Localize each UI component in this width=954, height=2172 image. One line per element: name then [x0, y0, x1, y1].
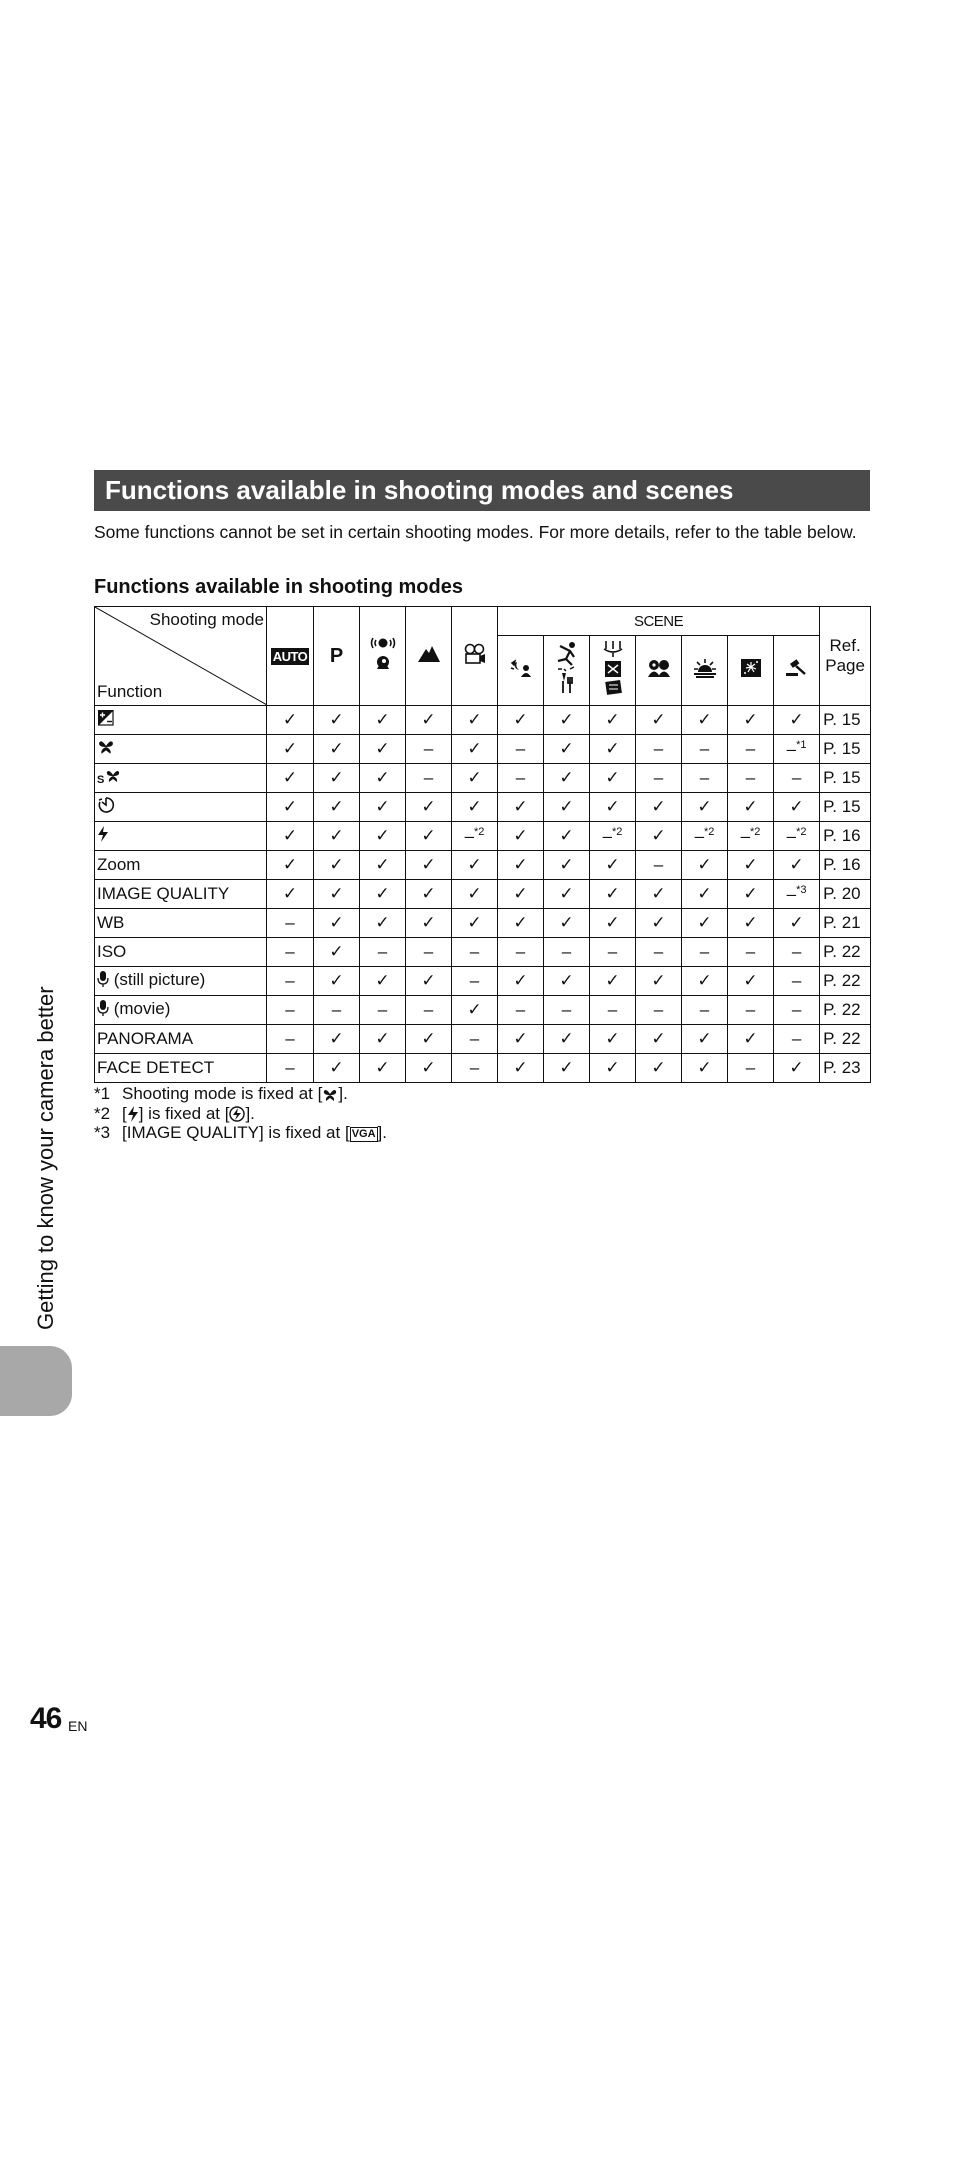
- availability-cell: ✓: [774, 706, 820, 735]
- availability-cell: ✓: [774, 1054, 820, 1083]
- scene-sunset-header: [682, 636, 728, 706]
- mode-movie-header: [452, 607, 498, 706]
- availability-cell: –: [452, 938, 498, 967]
- table-row: [95, 1054, 871, 1083]
- side-tab-label: Getting to know your camera better: [33, 986, 58, 1330]
- availability-cell: ✓: [314, 909, 360, 938]
- availability-cell: –: [544, 938, 590, 967]
- availability-cell: –: [498, 996, 544, 1025]
- availability-cell: –$^{*1}$: [774, 735, 820, 764]
- function-label: PANORAMA: [97, 1029, 194, 1048]
- svg-text:S: S: [97, 773, 105, 784]
- availability-cell: –: [636, 938, 682, 967]
- availability-cell: ✓: [452, 909, 498, 938]
- availability-cell: –: [636, 996, 682, 1025]
- scene-label: SCENE: [633, 612, 684, 630]
- availability-cell: ✓: [360, 793, 406, 822]
- availability-cell: ✓: [498, 706, 544, 735]
- function-label: Function: [97, 682, 163, 701]
- function-label: FACE DETECT: [97, 1058, 215, 1077]
- function-name-cell: [95, 1054, 267, 1083]
- sunset-icon: [692, 657, 718, 679]
- availability-cell: ✓: [682, 1025, 728, 1054]
- availability-cell: ✓: [636, 822, 682, 851]
- availability-cell: ✓: [406, 793, 452, 822]
- page-number: 46: [30, 1702, 62, 1735]
- ref-page-cell: P. 22: [820, 938, 871, 967]
- availability-cell: ✓: [452, 996, 498, 1025]
- ref-page-cell: P. 15: [820, 793, 871, 822]
- availability-cell: ✓: [728, 880, 774, 909]
- availability-cell: ✓: [314, 938, 360, 967]
- function-name-cell: [95, 706, 267, 735]
- functions-table: [94, 606, 871, 1083]
- function-label: IMAGE QUALITY: [97, 884, 230, 903]
- availability-cell: –: [406, 735, 452, 764]
- table-row: [95, 706, 871, 735]
- availability-cell: ✓: [728, 909, 774, 938]
- function-label: Zoom: [97, 855, 141, 874]
- availability-cell: ✓: [728, 706, 774, 735]
- availability-cell: ✓: [452, 851, 498, 880]
- table-row: [95, 822, 871, 851]
- scene-auction-header: [774, 636, 820, 706]
- ref-page-cell: P. 16: [820, 822, 871, 851]
- availability-cell: ✓: [406, 1054, 452, 1083]
- mode-landscape-header: [406, 607, 452, 706]
- availability-cell: –: [360, 996, 406, 1025]
- availability-cell: ✓: [590, 706, 636, 735]
- availability-cell: –: [774, 1025, 820, 1054]
- availability-cell: –: [360, 938, 406, 967]
- table-row: [95, 938, 871, 967]
- availability-cell: ✓: [267, 735, 314, 764]
- availability-cell: –: [682, 764, 728, 793]
- availability-cell: ✓: [267, 706, 314, 735]
- sport-icon: [554, 641, 580, 695]
- availability-cell: ✓: [636, 1025, 682, 1054]
- dis-icon: [368, 635, 398, 673]
- functions-table-body: [95, 706, 871, 1083]
- self-timer-icon: [97, 796, 115, 819]
- ref-page-cell: P. 20: [820, 880, 871, 909]
- microphone-icon: [97, 971, 109, 992]
- landscape-icon: [417, 645, 441, 663]
- availability-cell: ✓: [590, 793, 636, 822]
- availability-cell: –: [267, 909, 314, 938]
- availability-cell: –$^{*2}$: [682, 822, 728, 851]
- availability-cell: –: [682, 996, 728, 1025]
- availability-cell: ✓: [544, 793, 590, 822]
- availability-cell: ✓: [360, 880, 406, 909]
- ref-page-cell: P. 22: [820, 996, 871, 1025]
- intro-paragraph: Some functions cannot be set in certain shooting modes. For more details, refer to the table below.: [94, 522, 857, 542]
- availability-cell: –: [774, 996, 820, 1025]
- availability-cell: –: [774, 967, 820, 996]
- availability-cell: ✓: [590, 909, 636, 938]
- availability-cell: ✓: [682, 851, 728, 880]
- function-name-cell: [95, 793, 267, 822]
- availability-cell: ✓: [590, 1025, 636, 1054]
- mode-auto-header: [267, 607, 314, 706]
- exposure-compensation-icon: [97, 709, 115, 732]
- function-label: WB: [97, 913, 125, 932]
- availability-cell: –: [452, 1054, 498, 1083]
- availability-cell: –$^{*2}$: [774, 822, 820, 851]
- availability-cell: ✓: [682, 880, 728, 909]
- function-name-cell: [95, 996, 267, 1025]
- vga-badge: VGA: [351, 1128, 376, 1140]
- availability-cell: –: [267, 938, 314, 967]
- table-row: [95, 764, 871, 793]
- function-name-cell: [95, 1025, 267, 1054]
- section-title: Functions available in shooting modes and scenes: [105, 475, 734, 505]
- availability-cell: –: [590, 938, 636, 967]
- availability-cell: –: [774, 938, 820, 967]
- ref-page-cell: P. 22: [820, 1025, 871, 1054]
- scene-indoor-header: [590, 636, 636, 706]
- availability-cell: ✓: [636, 880, 682, 909]
- availability-cell: ✓: [360, 909, 406, 938]
- availability-cell: ✓: [360, 706, 406, 735]
- availability-cell: ✓: [267, 793, 314, 822]
- table-row: [95, 996, 871, 1025]
- availability-cell: –: [406, 996, 452, 1025]
- availability-cell: ✓: [728, 967, 774, 996]
- availability-cell: ✓: [406, 1025, 452, 1054]
- microphone-icon: [97, 1000, 109, 1021]
- program-mode-icon: P: [329, 644, 344, 667]
- ref-page-cell: P. 15: [820, 706, 871, 735]
- availability-cell: ✓: [406, 706, 452, 735]
- availability-cell: –: [267, 996, 314, 1025]
- availability-cell: –: [728, 996, 774, 1025]
- flash-off-icon: [229, 1106, 245, 1122]
- ref-page-cell: P. 21: [820, 909, 871, 938]
- availability-cell: –: [590, 996, 636, 1025]
- availability-cell: ✓: [544, 706, 590, 735]
- availability-cell: –: [267, 1025, 314, 1054]
- availability-cell: ✓: [544, 1025, 590, 1054]
- availability-cell: ✓: [590, 764, 636, 793]
- availability-cell: ✓: [360, 764, 406, 793]
- availability-cell: ✓: [498, 793, 544, 822]
- availability-cell: –: [406, 764, 452, 793]
- function-name-cell: [95, 880, 267, 909]
- side-tab: [0, 1346, 72, 1416]
- footnote-3: *3 [IMAGE QUALITY] is fixed at [ VGA ].: [94, 1123, 387, 1142]
- availability-cell: ✓: [590, 1054, 636, 1083]
- function-name-cell: [95, 909, 267, 938]
- availability-cell: ✓: [314, 793, 360, 822]
- ref-page-label: Ref. Page: [825, 636, 865, 675]
- scene-header: [498, 607, 820, 636]
- availability-cell: ✓: [636, 1054, 682, 1083]
- availability-cell: ✓: [360, 1025, 406, 1054]
- availability-cell: –: [636, 851, 682, 880]
- availability-cell: ✓: [498, 909, 544, 938]
- availability-cell: ✓: [267, 822, 314, 851]
- table-row: [95, 1025, 871, 1054]
- availability-cell: ✓: [682, 909, 728, 938]
- table-row: [95, 909, 871, 938]
- availability-cell: ✓: [774, 793, 820, 822]
- availability-cell: ✓: [728, 851, 774, 880]
- availability-cell: –$^{*2}$: [590, 822, 636, 851]
- availability-cell: –: [728, 1054, 774, 1083]
- availability-cell: ✓: [544, 764, 590, 793]
- availability-cell: –$^{*2}$: [452, 822, 498, 851]
- availability-cell: ✓: [544, 909, 590, 938]
- availability-cell: ✓: [360, 1054, 406, 1083]
- flash-icon: [127, 1106, 139, 1122]
- ref-page-cell: P. 15: [820, 764, 871, 793]
- availability-cell: ✓: [682, 706, 728, 735]
- movie-icon: [463, 643, 487, 665]
- availability-cell: –: [682, 735, 728, 764]
- scene-night-portrait-header: [498, 636, 544, 706]
- table-row: [95, 967, 871, 996]
- availability-cell: –: [682, 938, 728, 967]
- ref-page-cell: P. 23: [820, 1054, 871, 1083]
- table-heading: Functions available in shooting modes: [94, 576, 463, 598]
- availability-cell: –: [498, 764, 544, 793]
- availability-cell: ✓: [314, 735, 360, 764]
- availability-cell: –: [498, 735, 544, 764]
- shooting-mode-label: Shooting mode: [149, 610, 264, 629]
- availability-cell: –: [728, 938, 774, 967]
- availability-cell: ✓: [314, 822, 360, 851]
- availability-cell: ✓: [452, 706, 498, 735]
- availability-cell: ✓: [360, 735, 406, 764]
- function-name-cell: [95, 735, 267, 764]
- availability-cell: ✓: [590, 735, 636, 764]
- availability-cell: –: [728, 735, 774, 764]
- table-row: [95, 793, 871, 822]
- availability-cell: ✓: [498, 1025, 544, 1054]
- availability-cell: –: [774, 764, 820, 793]
- availability-cell: ✓: [590, 851, 636, 880]
- availability-cell: –: [636, 735, 682, 764]
- availability-cell: ✓: [406, 909, 452, 938]
- availability-cell: ✓: [774, 851, 820, 880]
- availability-cell: ✓: [590, 967, 636, 996]
- availability-cell: ✓: [590, 880, 636, 909]
- footnote-2: *2 [ ] is fixed at [ ].: [94, 1103, 255, 1123]
- availability-cell: –: [636, 764, 682, 793]
- availability-cell: ✓: [498, 851, 544, 880]
- availability-cell: ✓: [636, 793, 682, 822]
- availability-cell: ✓: [452, 880, 498, 909]
- availability-cell: ✓: [498, 1054, 544, 1083]
- macro-icon: [322, 1088, 338, 1102]
- auction-icon: [785, 659, 809, 677]
- availability-cell: ✓: [636, 909, 682, 938]
- availability-cell: ✓: [406, 967, 452, 996]
- macro-icon: [97, 739, 115, 760]
- page-language: EN: [68, 1718, 88, 1734]
- availability-cell: ✓: [314, 706, 360, 735]
- availability-cell: ✓: [544, 880, 590, 909]
- scene-self-portrait-header: [636, 636, 682, 706]
- availability-cell: ✓: [267, 764, 314, 793]
- fireworks-icon: [739, 657, 763, 679]
- function-label: (movie): [109, 999, 171, 1019]
- function-name-cell: [95, 851, 267, 880]
- availability-cell: ✓: [406, 880, 452, 909]
- availability-cell: ✓: [728, 1025, 774, 1054]
- availability-cell: ✓: [544, 822, 590, 851]
- availability-cell: ✓: [452, 764, 498, 793]
- availability-cell: –$^{*3}$: [774, 880, 820, 909]
- availability-cell: ✓: [682, 1054, 728, 1083]
- function-name-cell: [95, 822, 267, 851]
- self-portrait-icon: [646, 658, 672, 678]
- table-row: [95, 851, 871, 880]
- availability-cell: –: [267, 967, 314, 996]
- availability-cell: –$^{*2}$: [728, 822, 774, 851]
- availability-cell: ✓: [314, 764, 360, 793]
- scene-fireworks-header: [728, 636, 774, 706]
- availability-cell: ✓: [682, 967, 728, 996]
- mode-p-header: [314, 607, 360, 706]
- availability-cell: ✓: [728, 793, 774, 822]
- section-title-banner: [94, 470, 870, 511]
- availability-cell: ✓: [267, 880, 314, 909]
- footnote-1: *1 Shooting mode is fixed at [ ].: [94, 1084, 348, 1103]
- availability-cell: ✓: [360, 851, 406, 880]
- flash-icon: [97, 825, 109, 848]
- availability-cell: ✓: [544, 1054, 590, 1083]
- availability-cell: ✓: [636, 967, 682, 996]
- indoor-icon: [600, 639, 626, 697]
- availability-cell: ✓: [314, 967, 360, 996]
- availability-cell: ✓: [406, 822, 452, 851]
- footnotes: [94, 1084, 387, 1143]
- availability-cell: ✓: [314, 1054, 360, 1083]
- availability-cell: –: [406, 938, 452, 967]
- availability-cell: ✓: [406, 851, 452, 880]
- function-label: ISO: [97, 942, 127, 961]
- availability-cell: ✓: [636, 706, 682, 735]
- scene-sport-header: [544, 636, 590, 706]
- availability-cell: –: [314, 996, 360, 1025]
- auto-mode-icon: AUTO: [272, 649, 308, 664]
- availability-cell: –: [452, 967, 498, 996]
- availability-cell: –: [498, 938, 544, 967]
- function-name-cell: [95, 967, 267, 996]
- table-row: [95, 735, 871, 764]
- availability-cell: ✓: [498, 822, 544, 851]
- availability-cell: ✓: [498, 967, 544, 996]
- availability-cell: –: [267, 1054, 314, 1083]
- function-name-cell: [95, 764, 267, 793]
- ref-page-cell: P. 16: [820, 851, 871, 880]
- availability-cell: ✓: [498, 880, 544, 909]
- table-row: [95, 880, 871, 909]
- availability-cell: –: [728, 764, 774, 793]
- mode-dis-header: [360, 607, 406, 706]
- super-macro-icon: [97, 768, 121, 789]
- corner-header-cell: [95, 607, 267, 706]
- ref-page-cell: P. 15: [820, 735, 871, 764]
- availability-cell: ✓: [544, 735, 590, 764]
- availability-cell: ✓: [774, 909, 820, 938]
- availability-cell: ✓: [544, 967, 590, 996]
- availability-cell: ✓: [314, 880, 360, 909]
- availability-cell: ✓: [544, 851, 590, 880]
- availability-cell: ✓: [267, 851, 314, 880]
- availability-cell: ✓: [452, 793, 498, 822]
- availability-cell: ✓: [314, 1025, 360, 1054]
- availability-cell: –: [544, 996, 590, 1025]
- function-name-cell: [95, 938, 267, 967]
- availability-cell: ✓: [360, 967, 406, 996]
- function-label: (still picture): [109, 970, 206, 990]
- availability-cell: ✓: [682, 793, 728, 822]
- availability-cell: ✓: [314, 851, 360, 880]
- availability-cell: ✓: [360, 822, 406, 851]
- ref-page-cell: P. 22: [820, 967, 871, 996]
- ref-page-header: [820, 607, 871, 706]
- availability-cell: –: [452, 1025, 498, 1054]
- availability-cell: ✓: [452, 735, 498, 764]
- night-portrait-icon: [508, 657, 534, 679]
